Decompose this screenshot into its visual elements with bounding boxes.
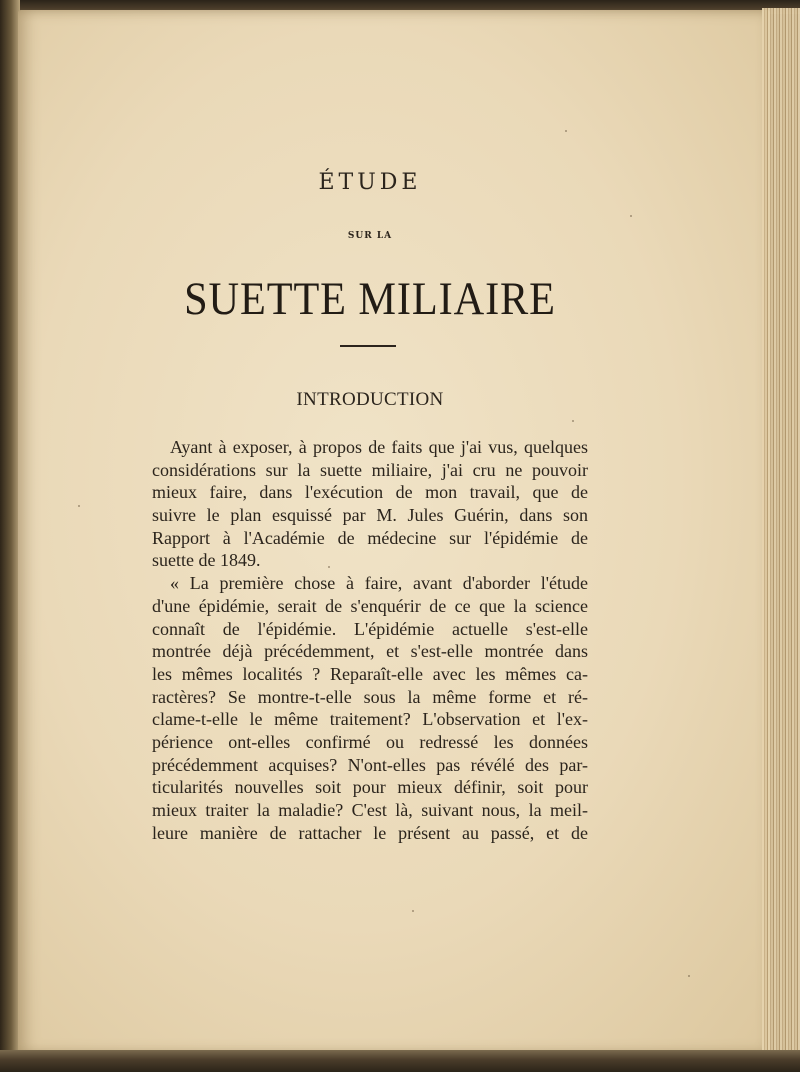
- body-line: ractères? Se montre-t-elle sous la même forme et ré-: [152, 686, 588, 707]
- paper-speck: [78, 505, 80, 507]
- body-line: clame-t-elle le même traitement? L'observation et l'ex-: [152, 709, 588, 730]
- body-line: mieux faire, dans l'exécution de mon travail, que de: [152, 482, 588, 503]
- book-title-main: SUETTE MILIAIRE: [184, 273, 556, 325]
- paper-speck: [688, 975, 690, 977]
- paper-speck: [630, 215, 632, 217]
- body-line: Rapport à l'Académie de médecine sur l'épidémie de: [152, 527, 588, 548]
- body-line: précédemment acquises? N'ont-elles pas révélé des par-: [152, 754, 588, 775]
- body-line: Ayant à exposer, à propos de faits que j'ai vus, quelques: [170, 437, 588, 457]
- book-spine-edge: [0, 0, 20, 1072]
- body-line: d'une épidémie, serait de s'enquérir de ce que la science: [152, 595, 588, 616]
- paper-speck: [572, 420, 574, 422]
- body-line: périence ont-elles confirmé ou redressé les données: [152, 731, 588, 752]
- body-line: mieux traiter la maladie? C'est là, suivant nous, la meil-: [152, 800, 588, 820]
- book-title-top: ÉTUDE: [318, 170, 422, 195]
- book-subtitle: SUR LA: [347, 231, 393, 241]
- body-line: suivre le plan esquissé par M. Jules Guérin, dans son: [152, 505, 588, 526]
- body-line: leure manière de rattacher le présent au passé, et de: [152, 822, 588, 843]
- body-line: suette de 1849.: [152, 550, 261, 571]
- body-line: les mêmes localités ? Reparaît-elle avec les mêmes ca-: [152, 663, 588, 684]
- title-divider: [340, 345, 396, 347]
- body-line: « La première chose à faire, avant d'aborder l'étude: [170, 573, 588, 594]
- body-line: considérations sur la suette miliaire, j'ai cru ne pouvoir: [152, 459, 588, 480]
- section-heading: INTRODUCTION: [296, 389, 444, 410]
- book-cover-bottom-edge: [0, 1050, 800, 1072]
- body-paragraphs: [152, 436, 588, 844]
- page-stack-edges: [762, 8, 800, 1056]
- paper-speck: [412, 910, 414, 912]
- body-line: montrée déjà précédemment, et s'est-elle montrée dans: [152, 641, 588, 662]
- paper-speck: [565, 130, 567, 132]
- body-line: ticularités nouvelles soit pour mieux définir, soit pour: [152, 777, 588, 798]
- body-line: connaît de l'épidémie. L'épidémie actuelle s'est-elle: [152, 618, 588, 639]
